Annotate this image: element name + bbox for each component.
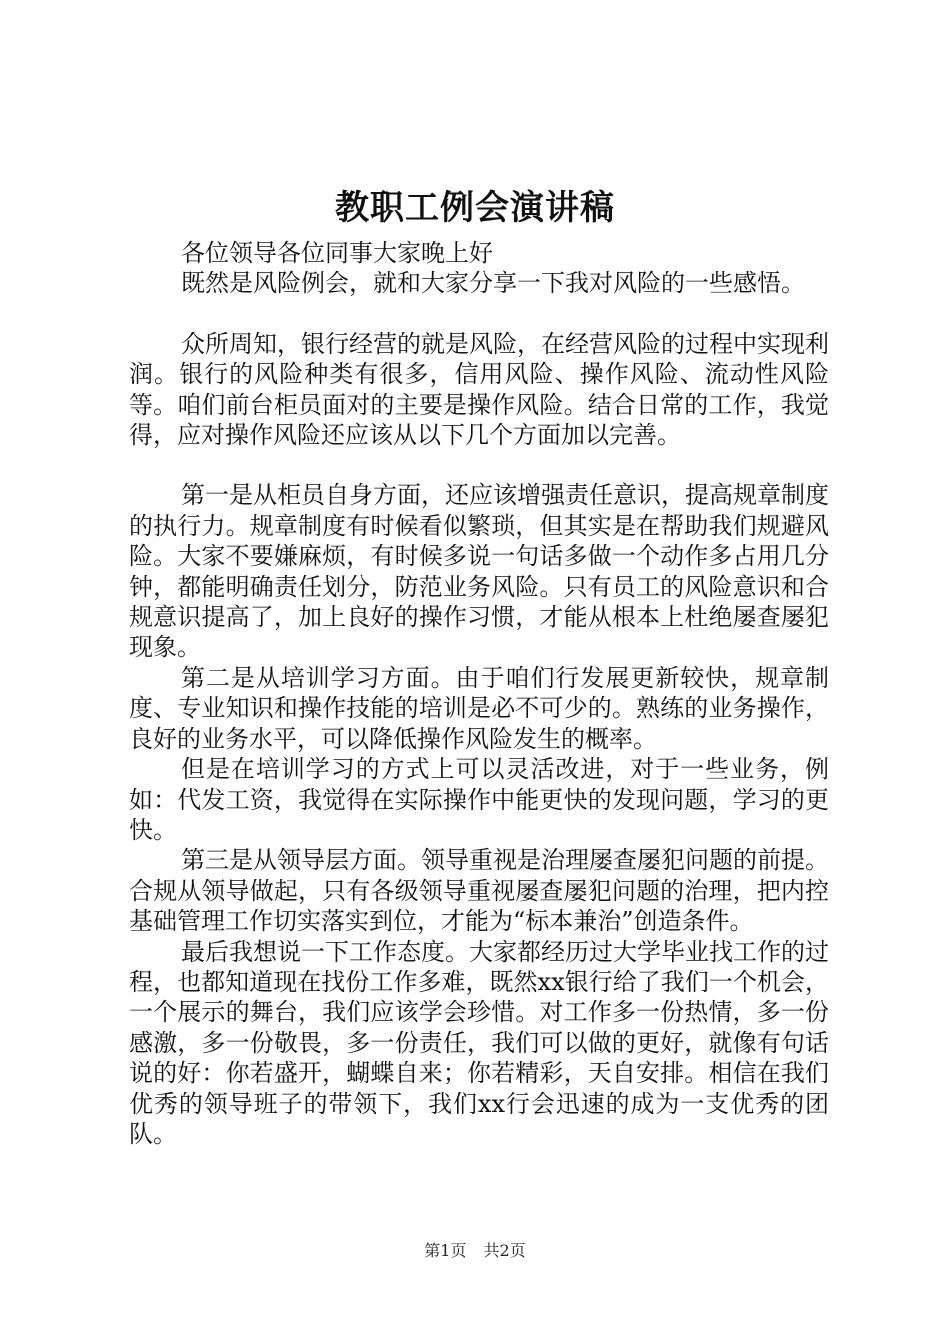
paragraph-point-three: 第三是从领导层方面。领导重视是治理屡查屡犯问题的前提。合规从领导做起，只有各级领导重视屡查屡犯问题的治理，把内控基础管理工作切实落实到位，才能为“标本兼治”创造条件。 <box>129 846 829 936</box>
document-body <box>129 238 829 1149</box>
paragraph-closing: 最后我想说一下工作态度。大家都经历过大学毕业找工作的过程，也都知道现在找份工作多难，既然xx银行给了我们一个机会，一个展示的舞台，我们应该学会珍惜。对工作多一份热情，多一份感激，多一份敬畏，多一份责任，我们可以做的更好，就像有句话说的好：你若盛开，蝴蝶自来；你若精彩，天自安排。相信在我们优秀的领导班子的带领下，我们xx行会迅速的成为一支优秀的团队。 <box>129 937 829 1148</box>
page-number: 第1页 <box>424 1241 467 1260</box>
page-total: 共2页 <box>483 1241 526 1260</box>
paragraph-greeting: 各位领导各位同事大家晚上好 <box>181 239 493 267</box>
paragraph-context: 众所周知，银行经营的就是风险，在经营风险的过程中实现利润。银行的风险种类有很多，信用风险、操作风险、流动性风险等。咱们前台柜员面对的主要是操作风险。结合日常的工作，我觉得，应对操作风险还应该从以下几个方面加以完善。 <box>129 329 829 450</box>
paragraph-point-two: 第二是从培训学习方面。由于咱们行发展更新较快，规章制度、专业知识和操作技能的培训是必不可少的。熟练的业务操作，良好的业务水平，可以降低操作风险发生的概率。 <box>129 663 829 753</box>
document-title: 教职工例会演讲稿 <box>335 188 615 228</box>
paragraph-point-one: 第一是从柜员自身方面，还应该增强责任意识，提高规章制度的执行力。规章制度有时候看似繁琐，但其实是在帮助我们规避风险。大家不要嫌麻烦，有时候多说一句话多做一个动作多占用几分钟，都能明确责任划分，防范业务风险。只有员工的风险意识和合规意识提高了，加上良好的操作习惯，才能从根本上杜绝屡查屡犯现象。 <box>129 481 829 662</box>
paragraph-intro: 既然是风险例会，就和大家分享一下我对风险的一些感悟。 <box>181 269 805 298</box>
page-footer <box>0 1240 950 1262</box>
paragraph-point-two-detail: 但是在培训学习的方式上可以灵活改进，对于一些业务，例如：代发工资，我觉得在实际操作中能更快的发现问题，学习的更快。 <box>129 755 829 844</box>
